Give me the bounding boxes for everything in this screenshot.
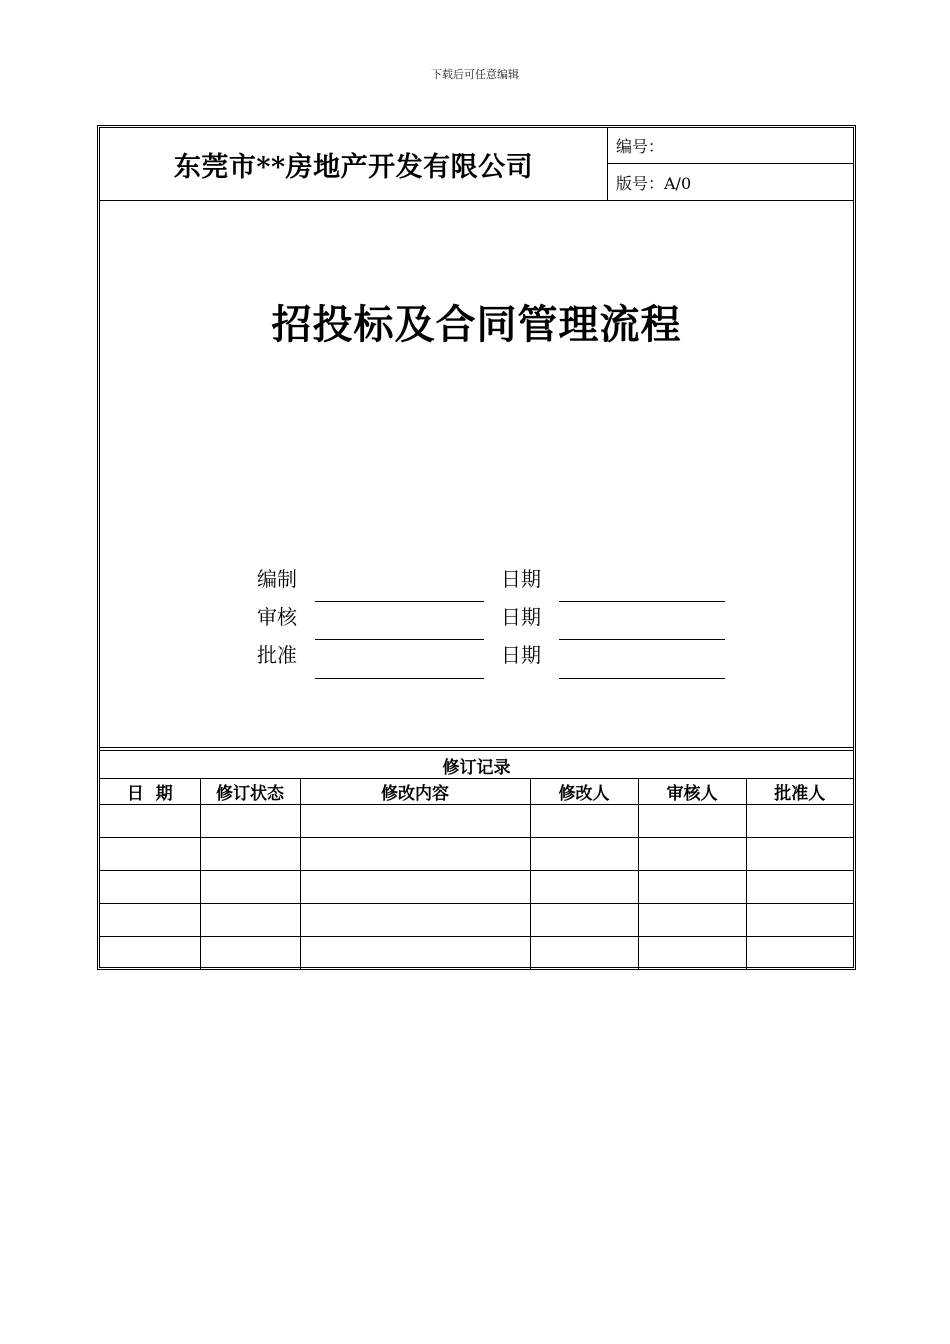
signoff-row-reviewed	[100, 601, 853, 631]
company-name: 东莞市**房地产开发有限公司	[100, 128, 608, 200]
table-cell[interactable]	[530, 838, 638, 871]
table-cell[interactable]	[530, 805, 638, 838]
column-header-content: 修改内容	[300, 779, 530, 805]
signoff-row-approved	[100, 639, 853, 669]
signoff-row-prepared	[100, 563, 853, 593]
table-cell[interactable]	[638, 838, 746, 871]
revision-header-row	[100, 779, 853, 805]
table-cell[interactable]	[200, 937, 300, 970]
table-cell[interactable]	[200, 904, 300, 937]
table-cell[interactable]	[100, 871, 200, 904]
table-row	[100, 904, 853, 937]
approved-by-line	[315, 678, 484, 679]
revision-caption: 修订记录	[100, 753, 853, 779]
table-cell[interactable]	[746, 904, 853, 937]
document-cover-frame	[97, 125, 856, 970]
table-cell[interactable]	[200, 805, 300, 838]
column-header-approver: 批准人	[746, 779, 853, 805]
column-header-reviewer: 审核人	[638, 779, 746, 805]
table-cell[interactable]	[100, 838, 200, 871]
version-field: 版号：A/0	[616, 173, 692, 193]
download-watermark: 下载后可任意编辑	[431, 68, 519, 81]
table-cell[interactable]	[530, 904, 638, 937]
table-cell[interactable]	[200, 871, 300, 904]
table-cell[interactable]	[300, 904, 530, 937]
table-cell[interactable]	[200, 838, 300, 871]
table-cell[interactable]	[300, 937, 530, 970]
revision-table	[100, 753, 853, 969]
table-cell[interactable]	[300, 871, 530, 904]
table-cell[interactable]	[638, 805, 746, 838]
table-cell[interactable]	[300, 838, 530, 871]
document-number-field: 编号：	[608, 128, 853, 164]
table-row	[100, 838, 853, 871]
table-cell[interactable]	[100, 904, 200, 937]
prepared-date-label: 日期	[501, 567, 541, 591]
table-row	[100, 871, 853, 904]
revision-divider	[100, 747, 853, 751]
prepared-by-label: 编制	[257, 567, 297, 591]
reviewed-by-label: 审核	[257, 605, 297, 629]
column-header-date: 日 期	[100, 779, 200, 805]
approved-by-label: 批准	[257, 643, 297, 667]
table-cell[interactable]	[746, 805, 853, 838]
approved-date-label: 日期	[501, 643, 541, 667]
reviewed-date-label: 日期	[501, 605, 541, 629]
column-header-modifier: 修改人	[530, 779, 638, 805]
approved-date-line	[559, 678, 725, 679]
column-header-status: 修订状态	[200, 779, 300, 805]
table-row	[100, 805, 853, 838]
table-cell[interactable]	[300, 805, 530, 838]
table-cell[interactable]	[638, 904, 746, 937]
table-cell[interactable]	[746, 937, 853, 970]
table-cell[interactable]	[638, 871, 746, 904]
table-cell[interactable]	[746, 838, 853, 871]
table-cell[interactable]	[746, 871, 853, 904]
header-block	[100, 128, 853, 201]
table-cell[interactable]	[530, 937, 638, 970]
table-cell[interactable]	[530, 871, 638, 904]
document-title: 招投标及合同管理流程	[271, 301, 682, 348]
table-row	[100, 937, 853, 970]
table-cell[interactable]	[100, 805, 200, 838]
table-cell[interactable]	[638, 937, 746, 970]
table-cell[interactable]	[100, 937, 200, 970]
